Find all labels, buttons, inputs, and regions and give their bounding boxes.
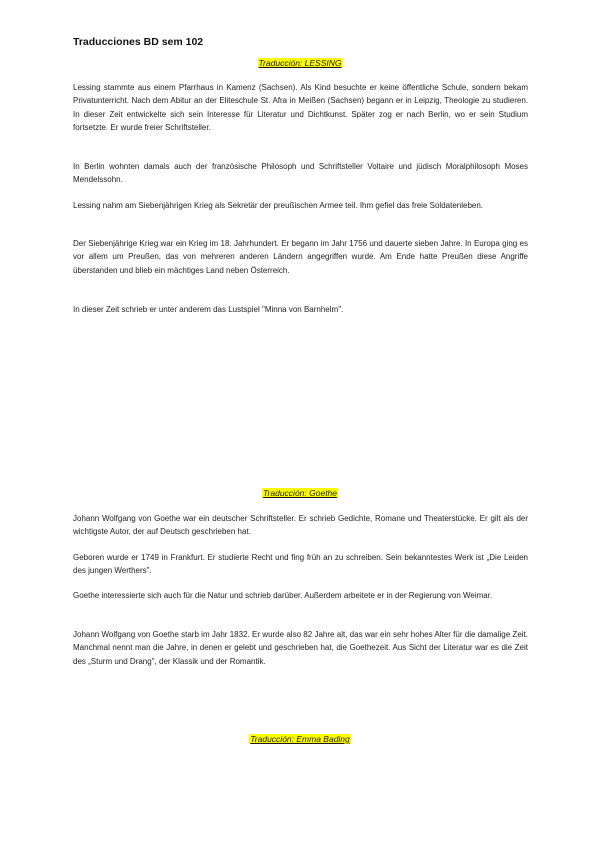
paragraph: Johann Wolfgang von Goethe starb im Jahr 1832. Er wurde also 82 Jahre alt, das war ein sehr hohes Alter für die damalige Zeit. Manchmal nennt man die Jahre, in denen er gelebt und geschrieben hat, die Goethezeit. Aus Sicht der Literatur war es die Zeit des „Sturm und Drang", der Klassik und der Romantik.: [73, 630, 528, 666]
paragraph: Lessing stammte aus einem Pfarrhaus in Kamenz (Sachsen). Als Kind besuchte er keine öffentliche Schule, sondern bekam Privatunterricht. Nach dem Abitur an der Eliteschule St. Afra in Meißen (Sachsen) begann er in Leipzig, Theologie zu studieren. In dieser Zeit entwickelte sich sein Interesse für Literatur und Dichtkunst. Später zog er nach Berlin, wo er sein Studium fortsetzte. Er wurde freier Schriftsteller.: [73, 83, 528, 133]
paragraph: Johann Wolfgang von Goethe war ein deutscher Schriftsteller. Er schrieb Gedichte, Romane und Theaterstücke. Er gilt als der wichtigste Autor, der auf Deutsch geschrieben hat.: [73, 514, 528, 537]
section-heading-goethe: [0, 488, 600, 498]
paragraph: Goethe interessierte sich auch für die Natur und schrieb darüber. Außerdem arbeitete er in der Regierung von Weimar.: [73, 591, 493, 600]
heading-highlight: Traducción: LESSING: [258, 58, 342, 68]
heading-highlight: Traducción: Emma Bading: [250, 734, 350, 744]
section-heading-emma-bading: [0, 734, 600, 744]
section-heading-lessing: [0, 58, 600, 68]
paragraph: Lessing nahm am Siebenjährigen Krieg als Sekretär der preußischen Armee teil. Ihm gefiel das freie Soldatenleben.: [73, 201, 484, 210]
paragraph: Geboren wurde er 1749 in Frankfurt. Er studierte Recht und fing früh an zu schreiben. Sein bekanntestes Werk ist „Die Leiden des jungen Werthers".: [73, 553, 528, 576]
paragraph: Der Siebenjährige Krieg war ein Krieg im 18. Jahrhundert. Er begann im Jahr 1756 und dauerte sieben Jahre. In Europa ging es vor allem um Preußen, das von mehreren anderen Ländern angegriffen wurde. Am Ende hatte Preußen diese Angriffe überstanden und blieb ein mächtiges Land neben Österreich.: [73, 239, 528, 275]
heading-highlight: Traducción: Goethe: [262, 488, 338, 498]
paragraph: In dieser Zeit schrieb er unter anderem das Lustspiel "Minna von Barnhelm".: [73, 305, 344, 314]
paragraph: In Berlin wohnten damals auch der französische Philosoph und Schriftsteller Voltaire und jüdisch Moralphilosoph Moses Mendelssohn.: [73, 162, 528, 185]
document-title: Traducciones BD sem 102: [73, 36, 204, 48]
